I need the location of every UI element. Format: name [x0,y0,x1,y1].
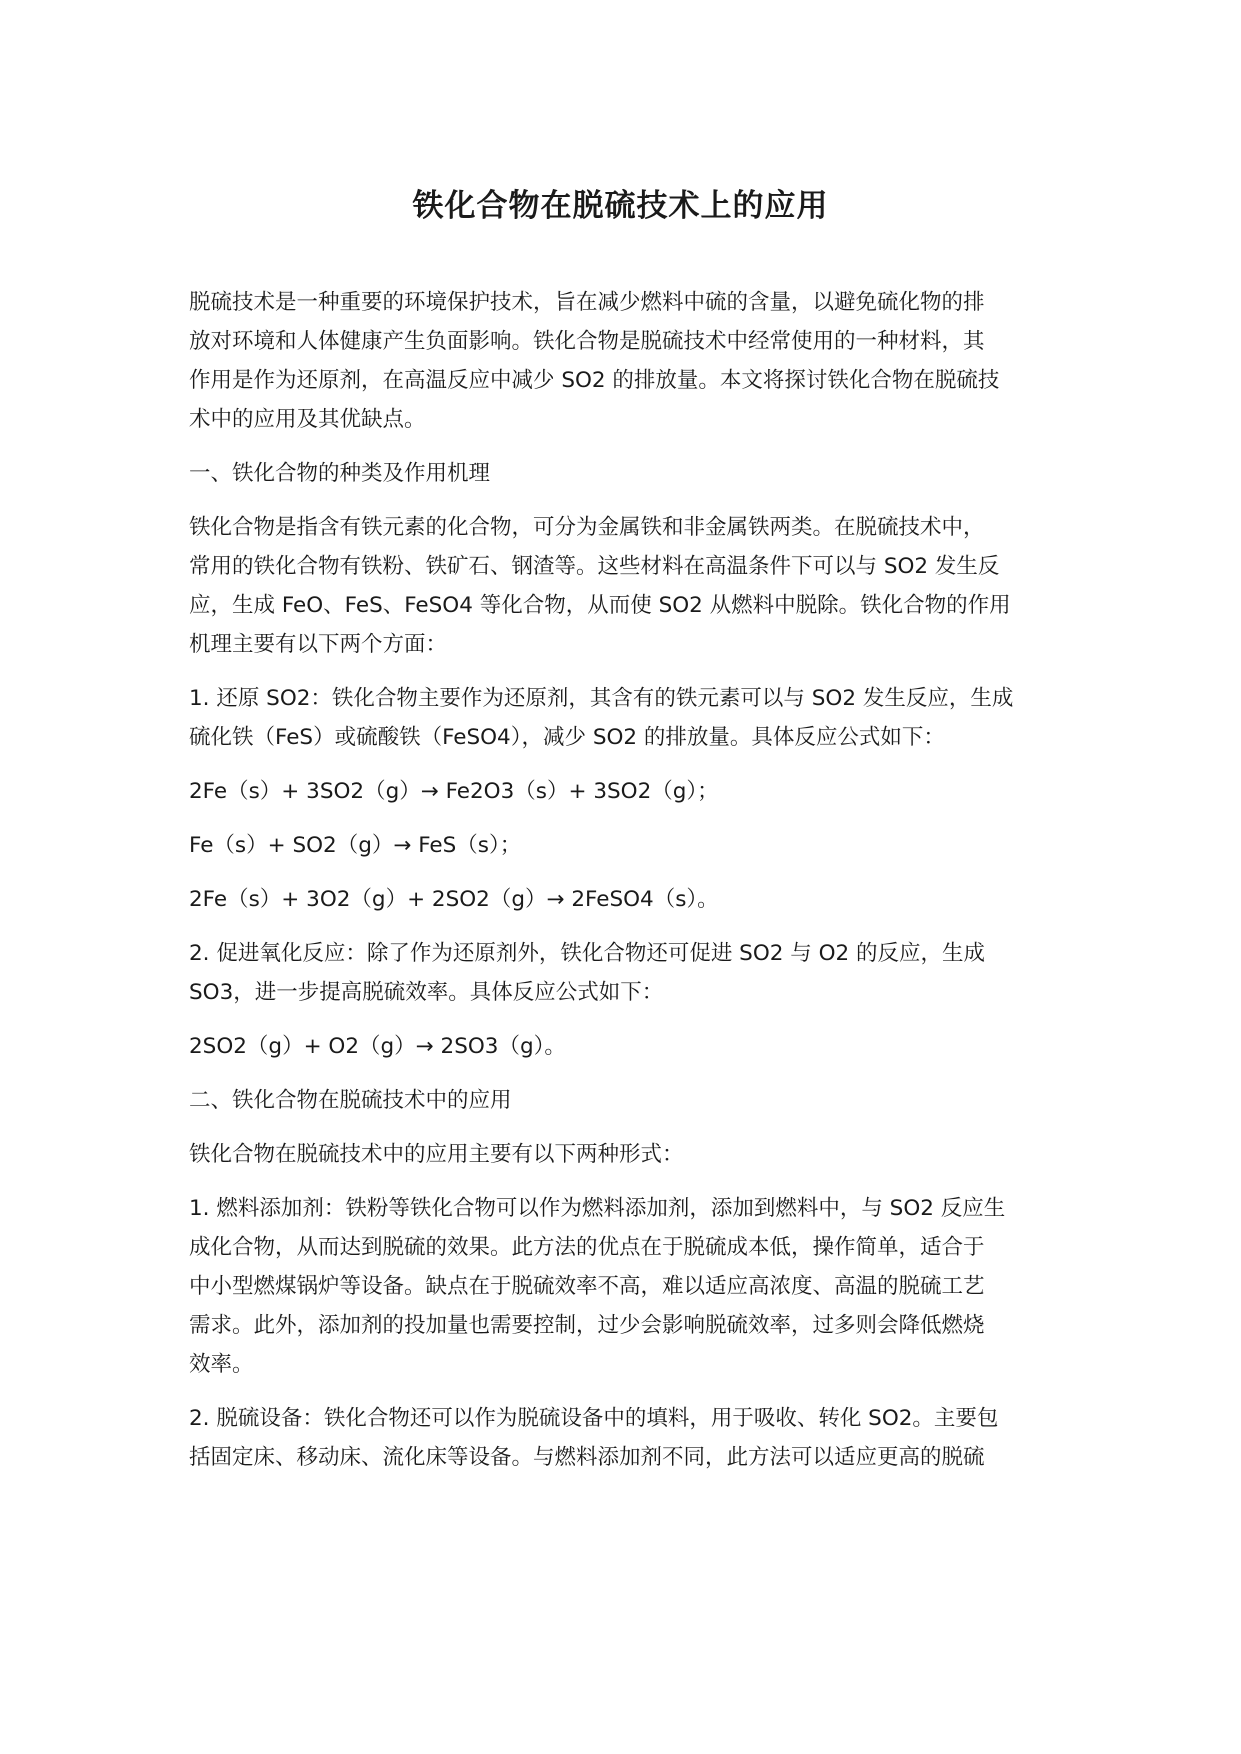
text-line: 中小型燃煤锅炉等设备。缺点在于脱硫效率不高，难以适应高浓度、高温的脱硫工艺 [189,1274,985,1299]
text-line: 常用的铁化合物有铁粉、铁矿石、钢渣等。这些材料在高温条件下可以与 SO2 发生反 [189,554,1000,579]
text-line: 二、铁化合物在脱硫技术中的应用 [189,1088,512,1113]
text-line: 放对环境和人体健康产生负面影响。铁化合物是脱硫技术中经常使用的一种材料，其 [189,329,985,354]
text-line: 2Fe（s）+ 3SO2（g）→ Fe2O3（s）+ 3SO2（g）； [189,779,719,804]
text-line: 2Fe（s）+ 3O2（g）+ 2SO2（g）→ 2FeSO4（s）。 [189,887,719,912]
paragraph [189,880,1053,919]
text-line: 1. 燃料添加剂：铁粉等铁化合物可以作为燃料添加剂，添加到燃料中，与 SO2 反应生 [189,1196,1006,1221]
paragraph [189,283,1053,439]
paragraph [189,826,1053,865]
paragraph [189,1027,1053,1066]
paragraph [189,772,1053,811]
text-line: 括固定床、移动床、流化床等设备。与燃料添加剂不同，此方法可以适应更高的脱硫 [189,1445,985,1470]
paragraph [189,679,1053,757]
text-line: 脱硫技术是一种重要的环境保护技术，旨在减少燃料中硫的含量，以避免硫化物的排 [189,290,985,315]
text-line: 一、铁化合物的种类及作用机理 [189,461,491,486]
text-line: 2SO2（g）+ O2（g）→ 2SO3（g）。 [189,1034,566,1059]
text-line: Fe（s）+ SO2（g）→ FeS（s）； [189,833,522,858]
paragraph [189,1135,1053,1174]
paragraph [189,508,1053,664]
text-line: 铁化合物是指含有铁元素的化合物，可分为金属铁和非金属铁两类。在脱硫技术中， [189,515,985,540]
text-line: 2. 促进氧化反应：除了作为还原剂外，铁化合物还可促进 SO2 与 O2 的反应，生成 [189,941,986,966]
paragraph [189,1399,1053,1477]
text-line: 1. 还原 SO2：铁化合物主要作为还原剂，其含有的铁元素可以与 SO2 发生反应，生成 [189,686,1014,711]
text-line: SO3，进一步提高脱硫效率。具体反应公式如下： [189,980,664,1005]
text-line: 铁化合物在脱硫技术中的应用主要有以下两种形式： [189,1142,684,1167]
paragraph [189,1189,1053,1384]
text-line: 作用是作为还原剂，在高温反应中减少 SO2 的排放量。本文将探讨铁化合物在脱硫技 [189,368,1000,393]
text-line: 硫化铁（FeS）或硫酸铁（FeSO4），减少 SO2 的排放量。具体反应公式如下： [189,725,945,750]
paragraph [189,454,1053,493]
text-line: 成化合物，从而达到脱硫的效果。此方法的优点在于脱硫成本低，操作简单，适合于 [189,1235,985,1260]
paragraph [189,1081,1053,1120]
text-line: 需求。此外，添加剂的投加量也需要控制，过少会影响脱硫效率，过多则会降低燃烧 [189,1313,985,1338]
text-line: 应，生成 FeO、FeS、FeSO4 等化合物，从而使 SO2 从燃料中脱除。铁化合物的作用 [189,593,1011,618]
paragraph [189,934,1053,1012]
text-line: 2. 脱硫设备：铁化合物还可以作为脱硫设备中的填料，用于吸收、转化 SO2。主要包 [189,1406,999,1431]
document-body [189,283,1053,1477]
text-line: 效率。 [189,1352,254,1377]
text-line: 机理主要有以下两个方面： [189,632,448,657]
text-line: 术中的应用及其优缺点。 [189,407,426,432]
document-title: 铁化合物在脱硫技术上的应用 [412,188,829,224]
